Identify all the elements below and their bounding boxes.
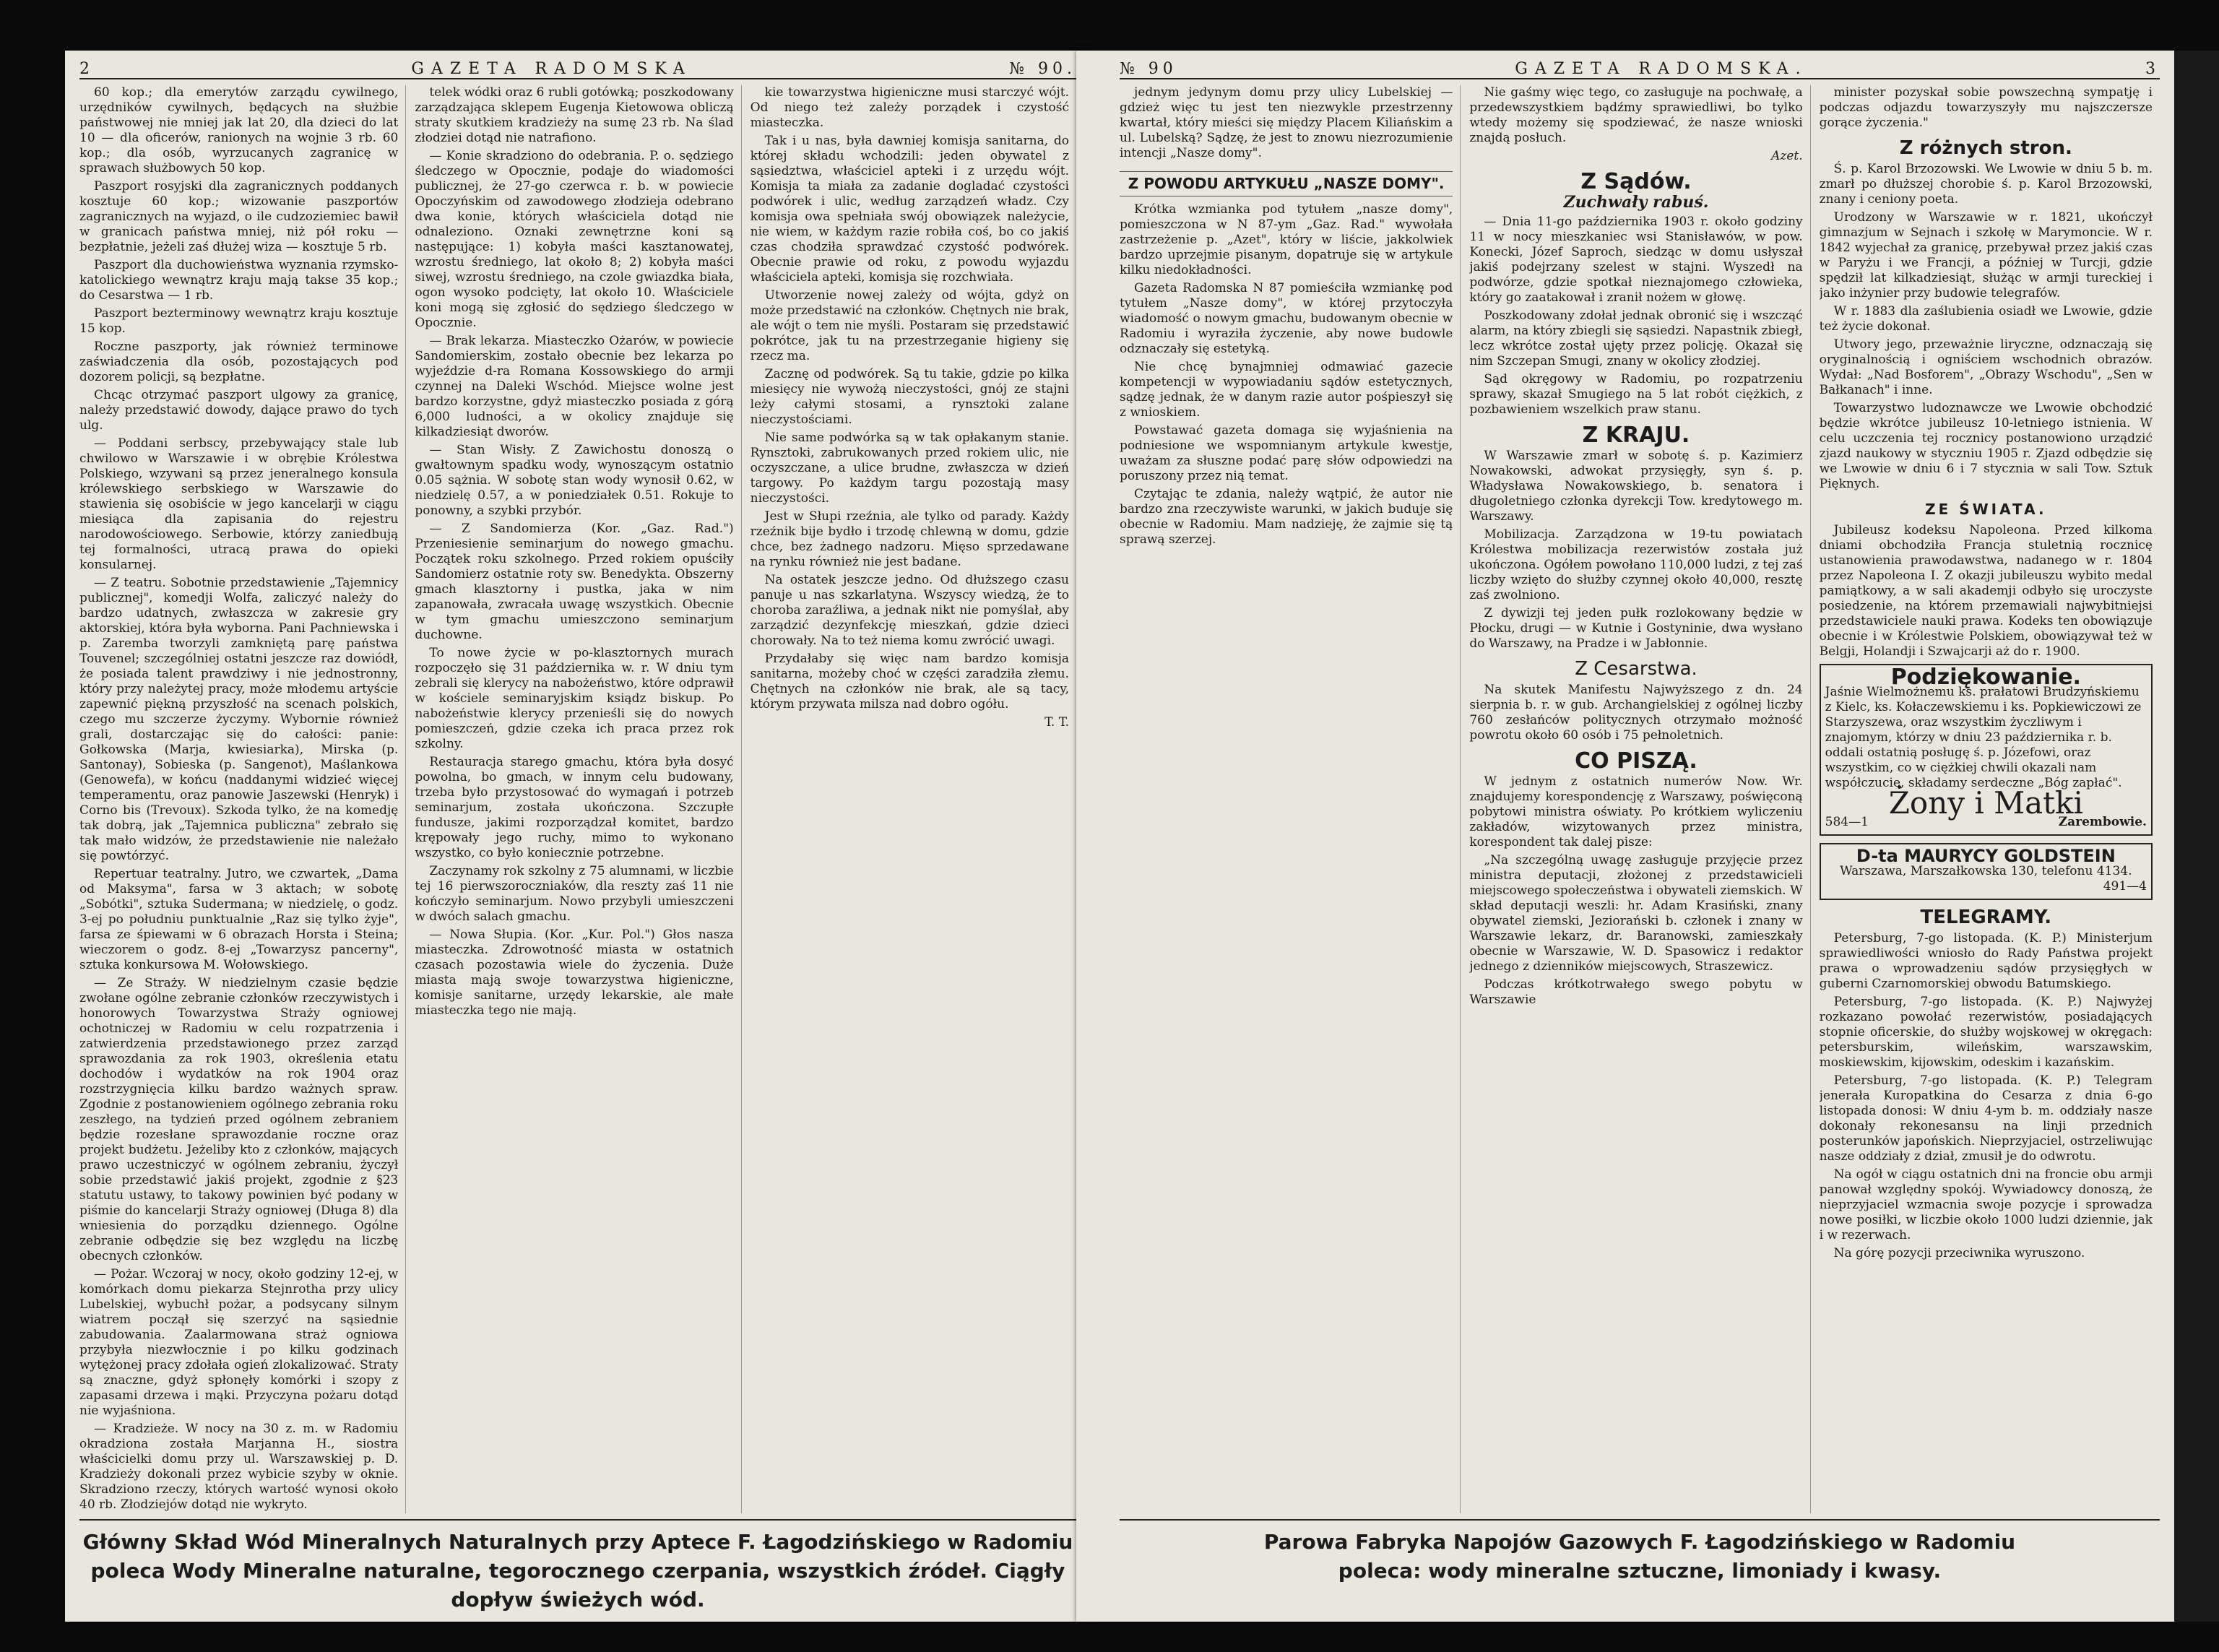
paragraph: Z dywizji tej jeden pułk rozlokowany będzie w Płocku, drugi — w Kutnie i Gostyninie, dwa wysłano do Warszawy, na Pradze i w Jabłonnie. (1469, 606, 1803, 651)
paragraph: W Warszawie zmarł w sobotę ś. p. Kazimierz Nowakowski, adwokat przysięgły, syn ś. p. Władysława Nowakowskiego, b. senatora i długoletniego członka dyrekcji Tow. kredytowego m. Warszawy. (1469, 449, 1803, 524)
paragraph: Restauracja starego gmachu, która była dosyć powolna, bo gmach, w innym celu budowany, trzeba było przystosować do wymagań i potrzeb seminarjum, została ukończona. Szczupłe fundusze, jakimi rozporządzał komitet, bardzo krępowały jego ruchy, mimo to wykonano wszystko, co było koniecznie potrzebne. (415, 755, 734, 860)
paragraph: Nie gaśmy więc tego, co zasługuje na pochwałę, a przedewszystkiem bądźmy sprawiedliwi, bo tylko wtedy możemy się spodziewać, że nasze wnioski znajdą posłuch. (1469, 85, 1803, 145)
doctor-advertisement (1820, 843, 2153, 900)
paragraph: Jubileusz kodeksu Napoleona. Przed kilkoma dniami obchodziła Francja stuletnią rocznicę ustanowienia prawodawstwa, nadanego w r. 1804 przez Napoleona I. Z okazji jubileuszu wybito medal pamiątkowy, a w sali akademji odbyło się uroczyste posiedzenie, na którem przemawiali najwybitniejsi przedstawiciele nauki prawa. Kodeks ten obowiązuje obecnie i w Królestwie Polskiem, obowiązywał też w Belgji, Holandji i Szwajcarji aż do r. 1900. (1819, 523, 2153, 659)
right-column-1 (1120, 85, 1461, 1513)
section-heading: TELEGRAMY. (1920, 907, 2052, 928)
thanks-signature-big: Żony i Matki (1888, 785, 2083, 821)
ad-line-1: Parowa Fabryka Napojów Gazowych F. Łagodzińskiego w Radomiu (1263, 1530, 2016, 1554)
right-masthead: GAZETA RADOMSKA. (1515, 60, 1808, 78)
paragraph: Na ostatek jeszcze jedno. Od dłuższego czasu panuje u nas szkarlatyna. Wszyscy wiedzą, że to choroba zaraźliwa, a jednak nikt nie pomyślał, aby zarządzić dezynfekcję mieszkań, gdzie dzieci chorowały. Na to też niema komu zwrócić uwagi. (750, 573, 1069, 648)
thanks-signer: Zarembowie. (2058, 815, 2147, 829)
thanks-title: Podziękowanie. (1890, 665, 2081, 690)
paragraph: Zaczynamy rok szkolny z 75 alumnami, w liczbie tej 16 pierwszoroczniaków, dla reszty zaś 11 nie kończyło seminarjum. Nowo przybyli umieszczeni w dwóch salach gmachu. (415, 864, 734, 924)
paragraph: Przydałaby się więc nam bardzo komisja sanitarna, możeby choć w części zaradziła złemu. Chętnych na członków nie brak, ale są tacy, którym przywata milsza nad dobro ogółu. (750, 652, 1069, 712)
thanks-note: 584—1 (1825, 815, 1869, 829)
paragraph: jednym jedynym domu przy ulicy Lubelskiej — gdzież więc tu jest ten niezwykle przestrzenny kwartał, który mieści się między Placem Kiliańskim a ul. Lubelską? Sądzę, że jest to znowu niezrozumienie intencji „Nasze domy". (1120, 85, 1453, 160)
paragraph: Sąd okręgowy w Radomiu, po rozpatrzeniu sprawy, skazał Smugiego na 5 lat robót ciężkich, z pozbawieniem wszelkich praw stanu. (1469, 372, 1803, 417)
right-columns (1120, 85, 2160, 1513)
paragraph: Petersburg, 7-go listopada. (K. P.) Ministerjum sprawiedliwości wniosło do Rady Państwa projekt prawa o wprowadzeniu sądów przysięgłych w guberni Czarnomorskiej obwodu Batumskiego. (1819, 931, 2153, 991)
paragraph: — Dnia 11-go października 1903 r. około godziny 11 w nocy mieszkaniec wsi Stanisławów, w pow. Konecki, Józef Saproch, siedząc w domu usłyszał jakiś podejrzany szelest w stajni. Wyszedł na podwórze, gdzie spotkał nieznajomego człowieka, który go zaatakował i zranił nożem w głowę. (1469, 215, 1803, 305)
right-page-number: 3 (2145, 60, 2160, 78)
paragraph: — Z Sandomierza (Kor. „Gaz. Rad.") Przeniesienie seminarjum do nowego gmachu. Początek roku szkolnego. Przed rokiem opuściły Sandomierz ostatnie roty sw. Benedykta. Obszerny gmach klasztorny i pustka, jaka w nim zapanowała, zwracała uwagę wszystkich. Obecnie w tym gmachu umieszczono seminarjum duchowne. (415, 522, 734, 642)
left-column-1 (79, 85, 406, 1513)
paragraph: Na skutek Manifestu Najwyższego z dn. 24 sierpnia b. r. w gub. Archangielskiej z ogólnej liczby 760 zesłańców politycznych otrzymało możność powrotu około 60 osób i 75 pełnoletnich. (1469, 683, 1803, 743)
paragraph: Nie chcę bynajmniej odmawiać gazecie kompetencji w wypowiadaniu sądów estetycznych, sądzę jednak, że w danym razie autor pośpieszył się z wnioskiem. (1120, 360, 1453, 420)
paragraph: — Stan Wisły. Z Zawichostu donoszą o gwałtownym spadku wody, wynoszącym ostatnio 0.05 sążnia. W sobotę stan wody wynosił 0.62, w niedzielę 0.57, a w poniedziałek 0.51. Rokuje to ponowny, a szybki przybór. (415, 443, 734, 518)
paragraph: — Konie skradziono do odebrania. P. o. sędziego śledczego w Opocznie, podaje do wiadomości publicznej, że 27-go czerwca r. b. w powiecie Opoczyńskim od zawodowego złodzieja odebrano dwa konie, których właściciela dotąd nie odnaleziono. Oznaki zewnętrzne koni są następujące: 1) kobyła maści kasztanowatej, wzrostu średniego, lat około 8; 2) kobyła maści siwej, wzrostu średniego, na czole gwiazdka biała, ogon wysoko podcięty, lat około 10. Właściciele koni mogą się zgłosić do sędziego śledczego w Opocznie. (415, 149, 734, 330)
paragraph: Ś. p. Karol Brzozowski. We Lwowie w dniu 5 b. m. zmarł po dłuższej chorobie ś. p. Karol Brzozowski, znany i ceniony poeta. (1819, 162, 2153, 207)
paragraph: — Nowa Słupia. (Kor. „Kur. Pol.") Głos nasza miasteczka. Zdrowotność miasta w ostatnich czasach pozostawia wiele do życzenia. Duże miasta mają swoje towarzystwa higieniczne, komisje sanitarne, urzędy lekarskie, ale małe miasteczka tego nie mają. (415, 927, 734, 1018)
right-bottom-advertisement (1120, 1519, 2160, 1593)
paragraph: W jednym z ostatnich numerów Now. Wr. znajdujemy korespondencję z Warszawy, poświęconą pobytowi ministra oświaty. Po krótkiem wyliczeniu zakładów, wizytowanych przez ministra, korespondent tak dalej pisze: (1469, 774, 1803, 849)
scan-edge-strip (2174, 51, 2219, 1622)
subheading: Zuchwały rabuś. (1563, 193, 1709, 212)
paragraph: Poszkodowany zdołał jednak obronić się i wszcząć alarm, na który zbiegli się sąsiedzi. Napastnik zbiegł, lecz wkrótce został ujęty przez policję. Okazał się nim Szczepan Smugi, znany w okolicy złodziej. (1469, 308, 1803, 368)
paragraph: Czytając te zdania, należy wątpić, że autor nie bardzo zna rzeczywiste warunki, w jakich buduje się obecnie w Radomiu. Mam nadzieję, że zajmie się tą sprawą szerzej. (1120, 487, 1453, 547)
left-newspaper-page (65, 51, 1091, 1622)
section-heading: Z Cesarstwa. (1575, 658, 1697, 680)
signature: T. T. (1044, 715, 1069, 730)
paragraph: Utwory jego, przeważnie liryczne, odznaczają się oryginalnością i ogniściem wschodnich obrazów. Wydał: „Nad Bosforem", „Obrazy Wschodu", „Sen w Bałkanach" i inne. (1819, 337, 2153, 397)
paragraph: kie towarzystwa higieniczne musi starczyć wójt. Od niego też zależy porządek i czystość miasteczka. (750, 85, 1069, 130)
signature: Azet. (1771, 149, 1803, 163)
paragraph: To nowe życie w po-klasztornych murach rozpoczęło się 31 października w. r. W dniu tym zebrali się klerycy na nabożeństwo, które odprawił w kościele seminaryjskim ksiądz biskup. Po nabożeństwie klerycy przenieśli się do nowych pomieszczeń, gdzie czeka ich praca przez rok szkolny. (415, 646, 734, 751)
paragraph: Jest w Słupi rzeźnia, ale tylko od parady. Każdy rzeźnik bije bydło i trzodę chlewną w domu, gdzie chce, bez żadnego nadzoru. Mięso sprzedawane na rynku również nie jest badane. (750, 509, 1069, 569)
left-page-header (79, 55, 1076, 79)
left-column-3 (751, 85, 1076, 1513)
right-column-2 (1469, 85, 1810, 1513)
doctor-code: 491—4 (2103, 879, 2147, 894)
section-heading: CO PISZĄ. (1575, 748, 1697, 774)
paragraph: Zacznę od podwórek. Są tu takie, gdzie po kilka miesięcy nie wywożą nieczystości, gnój ze stajni leży całymi stosami, a rynsztoki zalane nieczystościami. (750, 367, 1069, 427)
left-columns (79, 85, 1076, 1513)
paragraph: Podczas krótkotrwałego swego pobytu w Warszawie (1469, 977, 1803, 1007)
paragraph: — Poddani serbscy, przebywający stale lub chwilowo w Warszawie i w obrębie Królestwa Polskiego, wzywani są przez jeneralnego konsula królewskiego serbskiego w Warszawie do stawienia się osobiście w jego kancelarji w ciągu miesiąca dla zapisania do rejestru narodowościowego. Serbowie, którzy zaniedbują tej formalności, utracą prawa do opieki konsularnej. (79, 436, 399, 572)
paragraph: Petersburg, 7-go listopada. (K. P.) Telegram jenerała Kuropatkina do Cesarza z dnia 6-go listopada donosi: W dniu 4-ym b. m. oddziały nasze dokonały rekonesansu na linji przednich posterunków japońskich. Nieprzyjaciel, ostrzeliwując nasze oddziały z dział, zmusił je do odwrotu. (1819, 1073, 2153, 1164)
paragraph: 60 kop.; dla emerytów zarządu cywilnego, urzędników cywilnych, będących na służbie państwowej nie mniej jak lat 20, dla dzieci do lat 10 — dla oficerów, ranionych na wojnie 3 rb. 60 kop.; dla osób, wyrzucanych zagranicę w sprawach służbowych 50 kop. (79, 85, 399, 176)
section-heading: Z różnych stron. (1899, 137, 2072, 159)
paragraph: „Na szczególną uwagę zasługuje przyjęcie przez ministra deputacji, złożonej z przedstawicieli miejscowego społeczeństwa i obywateli ziemskich. W skład deputacji weszli: hr. Adam Krasiński, znany obywatel ziemski, Jeziorański b. członek i znany w Warszawie lekarz, dr. Baranowski, zamieszkały obecnie w Warszawie, W. D. Spasowicz i redaktor jednego z dzienników miejscowych, Straszewicz. (1469, 853, 1803, 974)
paragraph: — Kradzieże. W nocy na 30 z. m. w Radomiu okradziona została Marjanna H., siostra właścicielki domu przy ul. Warszawskiej p. D. Kradzieży dokonali przez wybicie szyby w oknie. Skradziono rzeczy, których wartość wynosi około 40 rb. Złodziejów dotąd nie wykryto. (79, 1422, 399, 1512)
section-heading: Z POWODU ARTYKUŁU „NASZE DOMY". (1120, 171, 1453, 196)
paragraph: — Ze Straży. W niedzielnym czasie będzie zwołane ogólne zebranie członków rzeczywistych i honorowych Towarzystwa Straży ogniowej ochotniczej w Radomiu w celu rozpatrzenia i zatwierdzenia przedstawionego przez zarząd sprawozdania za rok 1903, określenia etatu dochodów i wydatków na rok 1904 oraz rozstrzygnięcia kilku bardzo ważnych spraw. Zgodnie z postanowieniem ogólnego zebrania roku zeszłego, na tydzień przed ogólnem zebraniem będzie rozesłane sprawozdanie roczne oraz projekt budżetu. Jeżeliby kto z członków, mających prawo uczestniczyć w ogólnem zebraniu, życzył sobie przedstawić jakiś projekt, zgodnie z §23 statutu ustawy, to takowy powinien być podany w piśmie do kancelarji Straży ogniowej (Długa 8) dla wniesienia do porządku dziennego. Ogólne zebranie odbędzie się bez względu na liczbę obecnych członków. (79, 976, 399, 1263)
paragraph: Powstawać gazeta domaga się wyjaśnienia na podniesione we wspomnianym artykule kwestje, uważam za słuszne podać parę słów odpowiedzi na poruszony przez nią temat. (1120, 423, 1453, 483)
paragraph: minister pozyskał sobie powszechną sympatję i podczas odjazdu towarzyszyły mu najszczersze gorące życzenia." (1819, 85, 2153, 130)
left-bottom-advertisement: Główny Skład Wód Mineralnych Naturalnych przy Aptece F. Łagodzińskiego w Radomiu poleca Wody Mineralne naturalne, tegorocznego czerpania, wszystkich źródeł. Ciągły dopływ świeżych wód. (79, 1519, 1076, 1593)
paragraph: Petersburg, 7-go listopada. (K. P.) Najwyżej rozkazano powołać rezerwistów, posiadających stopnie oficerskie, do służby wojskowej w okręgach: petersburskim, wileńskim, warszawskim, moskiewskim, kijowskim, odeskim i kazańskim. (1819, 995, 2153, 1070)
paragraph: Utworzenie nowej zależy od wójta, gdyż on może przedstawić na członków. Chętnych nie brak, ale wójt o tem nie myśli. Postaram się przedstawić pokrótce, jak tu na przestrzeganie higieny się rzecz ma. (750, 288, 1069, 363)
section-heading: Z KRAJU. (1582, 423, 1690, 448)
paragraph: telek wódki oraz 6 rubli gotówką; poszkodowany zarządzająca sklepem Eugenja Kietowowa obliczą straty skutkiem kradzieży na sumę 23 rb. Na ślad złodziei dotąd nie natrafiono. (415, 85, 734, 145)
right-issue-number: № 90 (1120, 60, 1177, 78)
paragraph: Urodzony w Warszawie w r. 1821, ukończył gimnazjum w Sejnach i szkołę w Marymoncie. W r. 1842 wyjechał za granicę, przebywał przez jakiś czas w Paryżu i we Francji, a później w Turcji, gdzie spędził lat kilkadziesiąt, służąc w armji tureckiej i jako inżynier przy budowie telegrafów. (1819, 210, 2153, 300)
paragraph: Chcąc otrzymać paszport ulgowy za granicę, należy przedstawić dowody, dające prawo do tych ulg. (79, 388, 399, 433)
paragraph: Repertuar teatralny. Jutro, we czwartek, „Dama od Maksyma", farsa w 3 aktach; w sobotę „Sobótki", sztuka Sudermana; w niedzielę, o godz. 3-ej po południu punktualnie „Raz się tylko żyje", farsa ze śpiewami w 6 obrazach Horsta i Steina; wieczorem o godz. 8-ej „Towarzysz pancerny", sztuka konkursowa M. Wołowskiego. (79, 867, 399, 972)
ad-line-2: poleca: wody mineralne sztuczne, limoniady i kwasy. (1338, 1559, 1942, 1583)
doctor-name: D-ta MAURYCY GOLDSTEIN (1856, 846, 2116, 866)
left-issue-number: № 90. (1009, 60, 1076, 78)
paragraph: Mobilizacja. Zarządzona w 19-tu powiatach Królestwa mobilizacja rezerwistów została już ukończona. Ogółem powołano 110,000 ludzi, z tej zaś liczby wzięto do służby czynnej około 40,000, resztę zaś zwolniono. (1469, 527, 1803, 602)
thanks-text: Jaśnie Wielmożnemu ks. prałatowi Brudzyńskiemu z Kielc, ks. Kołaczewskiemu i ks. Popkiewiczowi ze Starzyszewa, oraz wszystkim życzliwym i znajomym, którzy w dniu 23 października r. b. oddali ostatnią posługę ś. p. Józefowi, oraz wszystkim, co w ciężkiej chwili okazali nam współczucie, składamy serdeczne „Bóg zapłać". (1825, 685, 2142, 790)
paragraph: Krótka wzmianka pod tytułem „nasze domy", pomieszczona w N 87-ym „Gaz. Rad." wywołała zastrzeżenie p. „Azet", który w liście, jakkolwiek bardzo uprzejmie pisanym, dopatruje się w artykule kilku niedokładności. (1120, 202, 1453, 277)
paragraph: — Brak lekarza. Miasteczko Ożarów, w powiecie Sandomierskim, zostało obecnie bez lekarza po wyjeździe d-ra Romana Kossowskiego do armji czynnej na Daleki Wschód. Miejsce wolne jest bardzo korzystne, gdyż miasteczko posiada z górą 6,000 ludności, a w okolicy znajduje się kilkadziesiąt dworów. (415, 334, 734, 439)
paragraph: W r. 1883 dla zaślubienia osiadł we Lwowie, gdzie też życie dokonał. (1819, 304, 2153, 334)
paragraph: Tak i u nas, była dawniej komisja sanitarna, do której składu wchodzili: jeden obywatel z sąsiedztwa, właściciel apteki i z urzędu wójt. Komisja ta miała za zadanie dogladać czystości podwórek i ulic, według zarządzeń władz. Czy komisja owa spełniała swój obowiązek należycie, nie wiem, w każdym razie robiła coś, bo co jakiś czas chodziła sprawdzać czystość podwórek. Obecnie prawie od roku, z powodu wyjazdu właściciela apteki, komisja się rozchwiała. (750, 134, 1069, 285)
paragraph: Towarzystwo ludoznawcze we Lwowie obchodzić będzie wkrótce jubileusz 10-letniego istnienia. W celu uczczenia tej rocznicy postanowiono urządzić zjazd naukowy w styczniu 1905 r. Zjazd odbędzie się we Lwowie w dniu 6 i 7 stycznia w sali Tow. Sztuk Pięknych. (1819, 401, 2153, 491)
left-masthead: GAZETA RADOMSKA (411, 60, 692, 78)
paragraph: Na ogół w ciągu ostatnich dni na froncie obu armji panował względny spokój. Wywiadowcy donoszą, że nieprzyjaciel wzmacnia swoje pozycje i sprowadza nowe posiłki, w liczbie około 1000 ludzi dziennie, jak i w rezerwach. (1819, 1167, 2153, 1242)
right-page-header (1120, 55, 2160, 79)
paragraph: Paszport bezterminowy wewnątrz kraju kosztuje 15 kop. (79, 306, 399, 336)
left-page-number: 2 (79, 60, 94, 78)
paragraph: Roczne paszporty, jak również terminowe zaświadczenia dla osób, pozostających pod dozorem policji, są bezpłatne. (79, 340, 399, 384)
paragraph: Nie same podwórka są w tak opłakanym stanie. Rynsztoki, zabrukowanych przed rokiem ulic, nie oczyszczane, a ulice brudne, zwłaszcza w dzień targowy. Po każdym targu pozostają masy nieczystości. (750, 431, 1069, 506)
paragraph: Paszport rosyjski dla zagranicznych poddanych kosztuje 60 kop.; wizowanie paszportów zagranicznych na wyjazd, o ile cudzoziemiec bawił w granicach państwa mniej, niż pół roku — bezpłatnie, jeżeli zaś dłużej wiza — kosztuje 5 rb. (79, 179, 399, 254)
section-heading: Z Sądów. (1580, 169, 1692, 194)
right-column-3 (1820, 85, 2160, 1513)
paragraph: Na górę pozycji przeciwnika wyruszono. (1833, 1246, 2085, 1260)
paragraph: — Pożar. Wczoraj w nocy, około godziny 12-ej, w komórkach domu piekarza Stejnrotha przy ulicy Lubelskiej, wybuchł pożar, a podsycany silnym wiatrem począł się szerzyć na sąsiednie zabudowania. Zaalarmowana straż ogniowa przybyła niezwłocznie i po kilku godzinach wytężonej pracy zdołała ogień zlokalizować. Straty są znaczne, gdyż spłonęły komórki i szopy z zapasami drzewa i mąki. Przyczyna pożaru dotąd nie wyjaśniona. (79, 1267, 399, 1418)
thanks-notice (1820, 664, 2153, 836)
section-heading: ZE ŚWIATA. (1925, 501, 2047, 518)
left-column-2 (415, 85, 741, 1513)
paragraph: — Z teatru. Sobotnie przedstawienie „Tajemnicy publicznej", komedji Wolfa, zaliczyć należy do bardzo udatnych, zwłaszcza w zakresie gry aktorskiej, która była wyborna. Pani Pachniewska i p. Zaremba tworzyli zamkniętą parę państwa Touvenel; szczególniej ostatni jeszcze raz dowiódł, że posiada talent prawdziwy i nie jednostronny, który przy należytej pracy, może młodemu artyście zapewnić piękną przyszłość na scenach polskich, czego mu szczerze życzymy. Wybornie również grali, dostarczając się do całości: panie: Gołkowska (Marja, kwiesiarka), Mirska (p. Santonay), Sobieska (p. Sangenot), Maślankowa (Genowefa), w końcu (naddanymi widzieć więcej temperamentu, oraz panowie Jaszewski (Henryk) i Corno bis (Trevoux). Szkoda tylko, że na komedję tak dobrą, jak „Tajemnica publiczna" zebrało się tak mało widzów, że przedstawienie nie należało się powtórzyć. (79, 576, 399, 863)
doctor-address: Warszawa, Marszałkowska 130, telefonu 4134. (1840, 864, 2132, 878)
paragraph: Paszport dla duchowieństwa wyznania rzymsko-katolickiego wewnątrz kraju mają takse 35 kop.; do Cesarstwa — 1 rb. (79, 258, 399, 303)
paragraph: Gazeta Radomska N 87 pomieściła wzmiankę pod tytułem „Nasze domy", w której przytoczyła wiadomość o nowym gmachu, budowanym obecnie w Radomiu i wyraziła życzenie, aby nowe budowle odznaczały się estetyką. (1120, 281, 1453, 356)
right-newspaper-page (1076, 51, 2174, 1622)
